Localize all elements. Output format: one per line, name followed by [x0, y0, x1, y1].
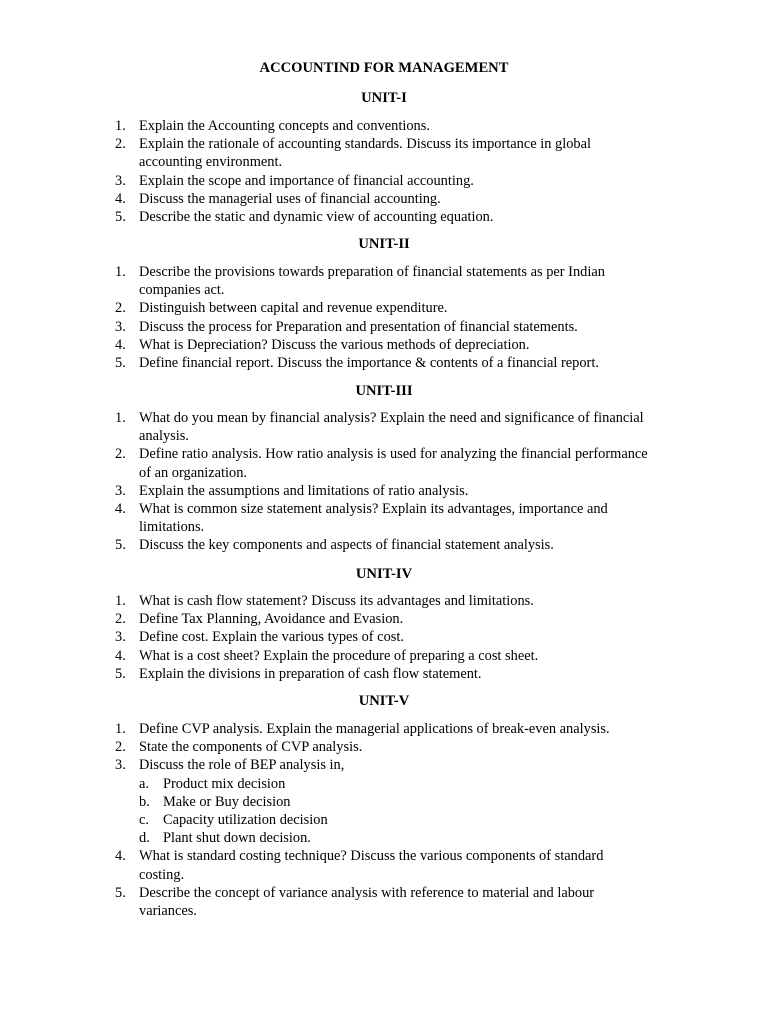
question-number: 5. [115, 209, 126, 226]
question-text: Define Tax Planning, Avoidance and Evasion. [139, 611, 404, 628]
question-list [112, 592, 652, 683]
question-number: 3. [115, 318, 126, 335]
question-item [112, 409, 652, 445]
question-text: What is a cost sheet? Explain the procedure of preparing a cost sheet. [139, 647, 539, 664]
question-text: Explain the scope and importance of financial accounting. [139, 172, 474, 189]
sub-question-item [139, 829, 652, 847]
question-item [112, 299, 652, 317]
question-item [112, 665, 652, 683]
question-item [112, 884, 652, 920]
question-item [112, 482, 652, 500]
question-number: 3. [115, 757, 126, 774]
question-number: 3. [115, 482, 126, 499]
unit-heading: UNIT-IV [355, 566, 413, 582]
question-text: Discuss the process for Preparation and presentation of financial statements. [139, 318, 578, 335]
question-item [112, 756, 652, 847]
sub-question-letter: a. [139, 775, 149, 792]
question-number: 4. [115, 501, 126, 518]
question-number: 2. [115, 136, 126, 153]
question-text: Define financial report. Discuss the importance & contents of a financial report. [139, 355, 599, 372]
question-text: Define cost. Explain the various types of cost. [139, 629, 404, 646]
question-item [112, 647, 652, 665]
sub-question-letter: d. [139, 830, 150, 847]
question-text: Define CVP analysis. Explain the managerial applications of break-even analysis. [139, 721, 610, 737]
sub-question-text: Product mix decision [163, 775, 286, 792]
question-item [112, 720, 652, 738]
question-text: Describe the static and dynamic view of accounting equation. [139, 209, 494, 226]
question-number: 1. [115, 721, 126, 737]
sub-question-letter: b. [139, 793, 150, 810]
question-number: 4. [115, 647, 126, 664]
question-text: Discuss the key components and aspects of financial statement analysis. [139, 537, 554, 554]
question-item [112, 500, 652, 536]
question-text: Explain the divisions in preparation of cash flow statement. [139, 665, 482, 682]
question-item [112, 592, 652, 610]
document-title: ACCOUNTIND FOR MANAGEMENT [259, 60, 509, 76]
question-number: 2. [115, 446, 126, 463]
question-item [112, 263, 652, 299]
unit-heading: UNIT-V [358, 693, 410, 709]
question-number: 1. [115, 593, 126, 609]
question-item [112, 445, 652, 481]
question-text: Describe the concept of variance analysis with reference to material and labour variances. [139, 884, 595, 920]
question-number: 5. [115, 355, 126, 372]
question-text: Explain the rationale of accounting standards. Discuss its importance in global accounting environment. [139, 136, 591, 171]
question-text: What is Depreciation? Discuss the various methods of depreciation. [139, 336, 530, 353]
sub-question-text: Plant shut down decision. [163, 830, 311, 847]
question-text: Explain the Accounting concepts and conventions. [139, 118, 430, 134]
question-number: 1. [115, 118, 126, 134]
question-number: 5. [115, 537, 126, 554]
question-list [112, 117, 652, 226]
sub-question-text: Capacity utilization decision [163, 812, 328, 829]
question-list [112, 409, 652, 555]
question-number: 2. [115, 611, 126, 628]
question-item [112, 208, 652, 226]
question-number: 5. [115, 665, 126, 682]
unit-heading: UNIT-I [361, 90, 407, 106]
question-item [112, 172, 652, 190]
question-text: What is standard costing technique? Discuss the various components of standard costing. [139, 848, 604, 883]
question-text: Discuss the role of BEP analysis in, [139, 757, 345, 774]
question-number: 2. [115, 300, 126, 317]
question-text: Describe the provisions towards preparation of financial statements as per Indian companies act. [139, 264, 605, 299]
sub-question-text: Make or Buy decision [163, 793, 291, 810]
question-item [112, 536, 652, 554]
question-number: 4. [115, 190, 126, 207]
sub-question-item [139, 793, 652, 811]
question-number: 1. [115, 264, 126, 280]
unit-heading: UNIT-III [355, 383, 413, 399]
question-item [112, 354, 652, 372]
question-number: 5. [115, 884, 126, 901]
question-text: Discuss the managerial uses of financial accounting. [139, 190, 441, 207]
question-number: 3. [115, 629, 126, 646]
question-text: Distinguish between capital and revenue expenditure. [139, 300, 448, 317]
question-text: What is cash flow statement? Discuss its advantages and limitations. [139, 593, 534, 609]
question-number: 4. [115, 848, 126, 865]
question-item [112, 318, 652, 336]
question-text: What do you mean by financial analysis? Explain the need and significance of financial analysis. [139, 410, 644, 445]
question-item [112, 738, 652, 756]
question-number: 4. [115, 336, 126, 353]
question-text: Explain the assumptions and limitations of ratio analysis. [139, 482, 469, 499]
question-item [112, 117, 652, 135]
question-text: Define ratio analysis. How ratio analysis is used for analyzing the financial performance of an organization. [139, 446, 648, 481]
question-text: State the components of CVP analysis. [139, 739, 363, 756]
question-item [112, 628, 652, 646]
question-number: 2. [115, 739, 126, 756]
sub-question-item [139, 811, 652, 829]
question-number: 3. [115, 172, 126, 189]
sub-question-item [139, 775, 652, 793]
question-list [112, 263, 652, 372]
question-number: 1. [115, 410, 126, 426]
question-list [112, 720, 652, 920]
question-item [112, 135, 652, 171]
unit-heading: UNIT-II [358, 236, 410, 252]
sub-question-letter: c. [139, 812, 149, 829]
question-item [112, 190, 652, 208]
sub-question-list [139, 775, 652, 848]
question-item [112, 847, 652, 883]
question-text: What is common size statement analysis? Explain its advantages, importance and limitations. [139, 501, 608, 536]
question-item [112, 336, 652, 354]
question-item [112, 610, 652, 628]
